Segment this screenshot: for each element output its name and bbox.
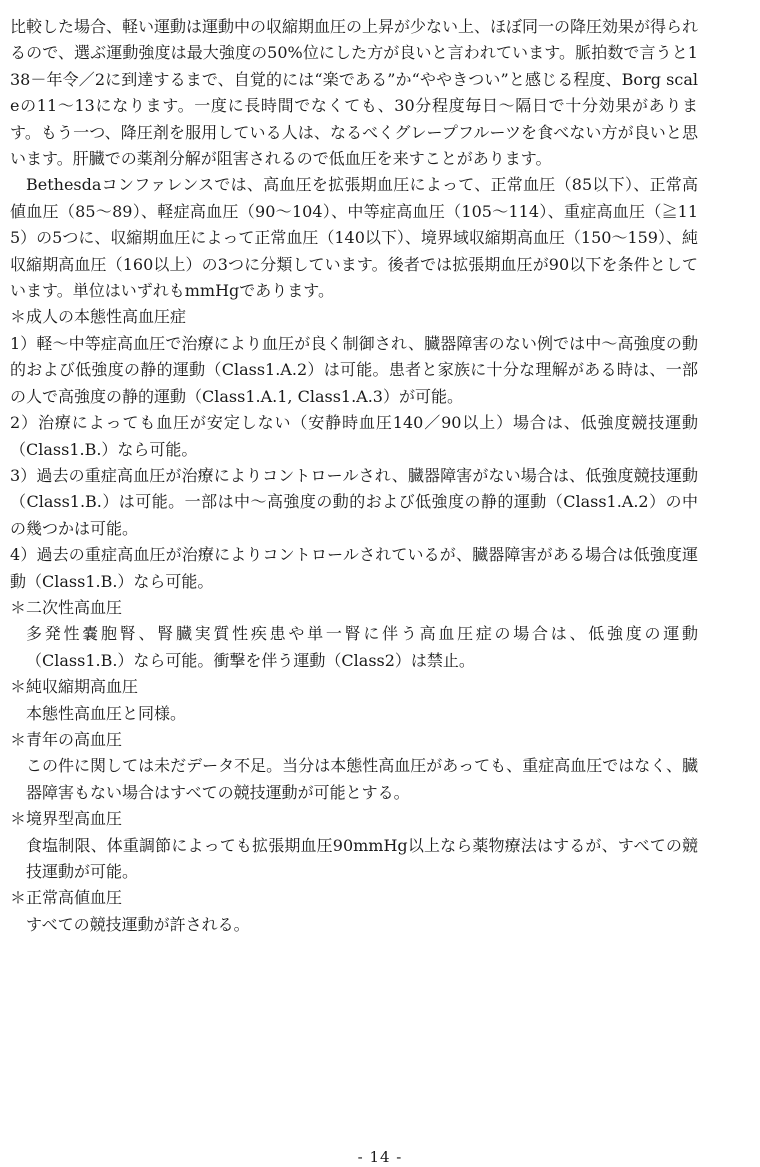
secondary-hypertension-body: 多発性嚢胞腎、腎臓実質性疾患や単一腎に伴う高血圧症の場合は、低強度の運動（Class1.B.）なら可能。衝撃を伴う運動（Class2）は禁止。 [26, 624, 698, 670]
page-number: - 14 - [357, 1148, 403, 1166]
document-body [10, 14, 698, 938]
heading-essential-hypertension: ＊成人の本態性高血圧症 [10, 307, 187, 327]
heading-borderline-hypertension: ＊境界型高血圧 [10, 809, 123, 829]
heading-high-normal: ＊正常高値血圧 [10, 888, 123, 908]
heading-secondary-hypertension: ＊二次性高血圧 [10, 597, 123, 617]
youth-hypertension-body: この件に関しては未だデータ不足。当分は本態性高血圧があっても、重症高血圧ではなく、臓器障害もない場合はすべての競技運動が可能とする。 [26, 756, 698, 802]
essential-item-2: 2）治療によっても血圧が安定しない（安静時血圧140／90以上）場合は、低強度競技運動（Class1.B.）なら可能。 [10, 413, 698, 459]
essential-item-1: 1）軽～中等症高血圧で治療により血圧が良く制御され、臓器障害のない例では中～高強度の動的および低強度の静的運動（Class1.A.2）は可能。患者と家族に十分な理解がある時は、一部の人で高強度の静的運動（Class1.A.1, Class1.A.3）が可能。 [10, 333, 698, 406]
borderline-hypertension-body: 食塩制限、体重調節によっても拡張期血圧90mmHg以上なら薬物療法はするが、すべての競技運動が可能。 [26, 835, 698, 881]
isolated-systolic-body: 本態性高血圧と同様。 [26, 703, 187, 723]
high-normal-body: すべての競技運動が許される。 [26, 914, 250, 934]
paragraph-bethesda-classification: Bethesdaコンファレンスでは、高血圧を拡張期血圧によって、正常血圧（85以下）、正常高値血圧（85～89）、軽症高血圧（90～104）、中等症高血圧（105～114）、重症高血圧（≧115）の5つに、収縮期血圧によって正常血圧（140以下）、境界域収縮期高血圧（150～159）、純収縮期高血圧（160以上）の3つに分類しています。後者では拡張期血圧が90以下を条件としています。単位はいずれもmmHgであります。 [10, 175, 698, 301]
paragraph-exercise-intensity: 比較した場合、軽い運動は運動中の収縮期血圧の上昇が少ない上、ほぼ同一の降圧効果が得られるので、選ぶ運動強度は最大強度の50%位にした方が良いと言われています。脈拍数で言うと138－年令／2に到達するまで、自覚的には“楽である”か“ややきつい”と感じる程度、Borg scaleの11～13になります。一度に長時間でなくても、30分程度毎日～隔日で十分効果があります。もう一つ、降圧剤を服用している人は、なるべくグレープフルーツを食べない方が良いと思います。肝臓での薬剤分解が阻害されるので低血圧を来すことがあります。 [10, 17, 699, 169]
essential-item-4: 4）過去の重症高血圧が治療によりコントロールされているが、臓器障害がある場合は低強度運動（Class1.B.）なら可能。 [10, 545, 698, 591]
essential-item-3: 3）過去の重症高血圧が治療によりコントロールされ、臓器障害がない場合は、低強度競技運動（Class1.B.）は可能。一部は中～高強度の動的および低強度の静的運動（Class1.A.2）の中の幾つかは可能。 [10, 465, 698, 538]
heading-isolated-systolic: ＊純収縮期高血圧 [10, 677, 139, 697]
heading-youth-hypertension: ＊青年の高血圧 [10, 729, 123, 749]
